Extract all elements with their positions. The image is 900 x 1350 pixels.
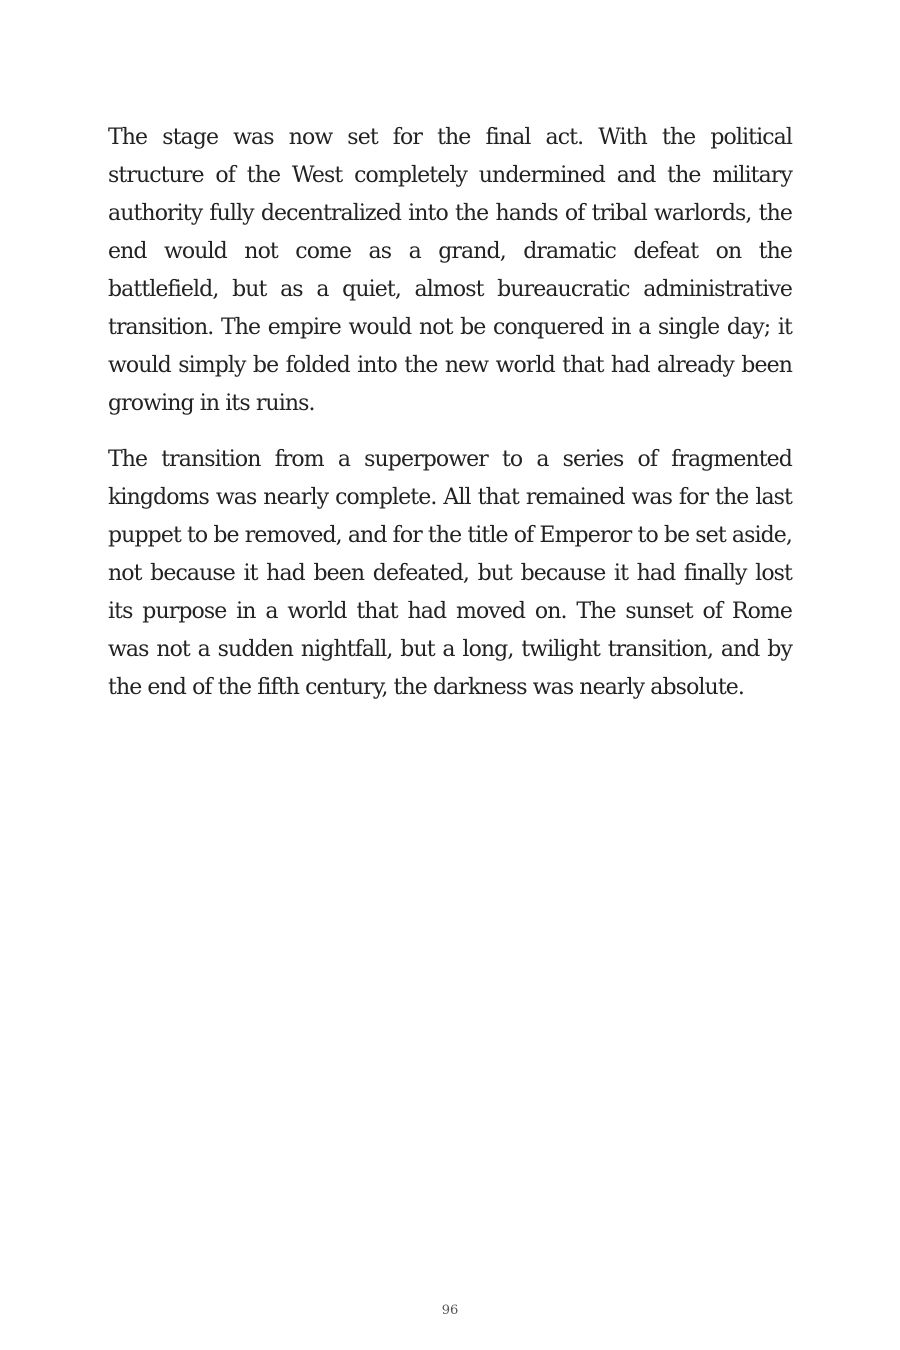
page-number: 96 [441, 1303, 459, 1318]
body-text [108, 119, 792, 707]
paragraph-2: The transition from a superpower to a series of fragmented kingdoms was nearly complete. All that remained was for the last puppet to be removed, and for the title of Emperor to be set aside, not because it had been defeated, but because it had finally lost its purpose in a world that had moved on. The sunset of Rome was not a sudden nightfall, but a long, twilight transition, and by the end of the fifth century, the darkness was nearly absolute. [108, 447, 792, 700]
paragraph-1: The stage was now set for the final act. With the political structure of the West completely undermined and the military authority fully decentralized into the hands of tribal warlords, the end would not come as a grand, dramatic defeat on the battlefield, but as a quiet, almost bureaucratic administrative transition. The empire would not be conquered in a single day; it would simply be folded into the new world that had already been growing in its ruins. [108, 125, 792, 416]
